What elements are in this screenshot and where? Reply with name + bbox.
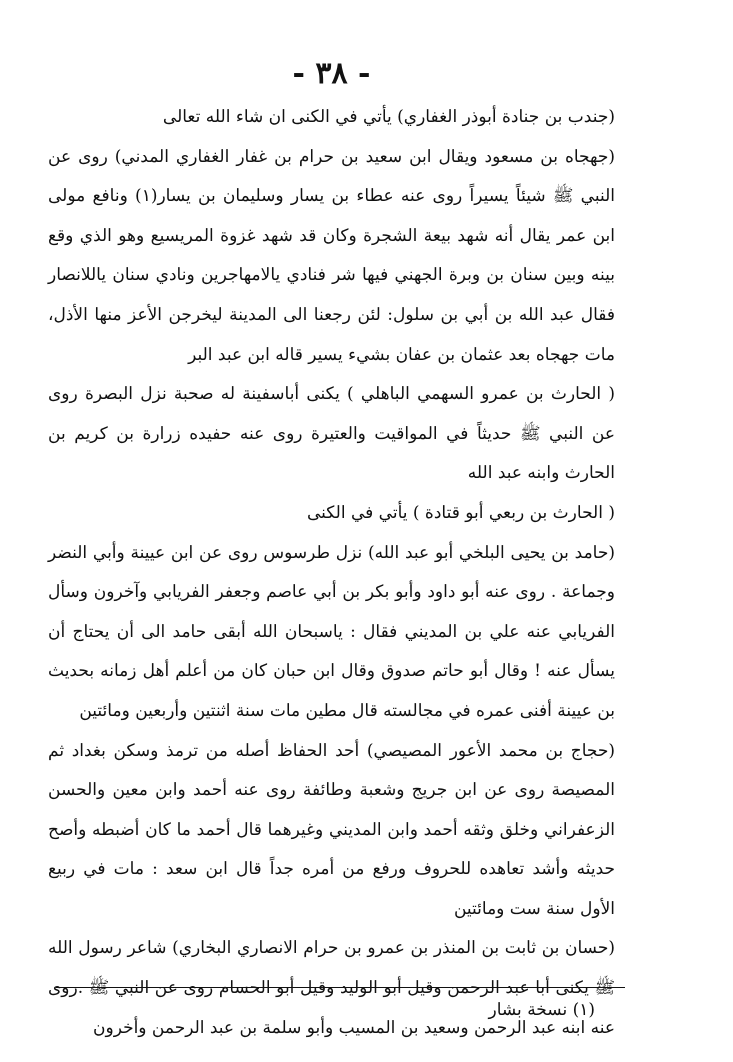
footnote-divider [56,987,625,988]
entry-jundub: (جندب بن جنادة أبوذر الغفاري) يأتي في الكنى ان شاء الله تعالى [162,107,615,127]
entry-hajjaj: (حجاج بن محمد الأعور المصيصي) أحد الحفاظ أصله من ترمذ وسكن بغداد ثم المصيصة روى عن ابن جريج وشعبة وطائفة روى عنه أحمد وابن معين والحسن الزعفراني وخلق وثقه أحمد وابن المديني وغيرهما قال أحمد ما كان أضبطه وأصح حديثه وأشد تعاهده للحروف ورفع من أمره جداً قال ابن سعد : مات في ربيع الأول سنة ست ومائتين [48,740,615,919]
page-number: - ٣٨ - [292,56,371,91]
entry-hassan: (حسان بن ثابت بن المنذر بن عمرو بن حرام الانصاري البخاري) شاعر رسول الله ﷺ يكنى أبا عبد الرحمن وقيل أبو الوليد وقيل أبو الحسام روى عن النبي ﷺ .روى عنه ابنه عبد الرحمن وسعيد بن المسيب وأبو سلمة بن عبد الرحمن وأخرون [48,938,615,1038]
entry-harith-amr: ( الحارث بن عمرو السهمي الباهلي ) يكنى أباسفينة له صحبة نزل البصرة روى عن النبي ﷺ حديثاً في المواقيت والعتيرة روى عنه حفيده زرارة بن كريم بن الحارث وابنه عبد الله [48,384,615,484]
footnote: (١) نسخة بشار [488,1000,595,1020]
entry-harith-ribi: ( الحارث بن ربعي أبو قتادة ) يأتي في الكنى [306,502,615,523]
entry-jahjah: (جهجاه بن مسعود ويقال ابن سعيد بن حرام بن غفار الغفاري المدني) روى عن النبي ﷺ شيئاً يسيراً روى عنه عطاء بن يسار وسليمان بن يسار(١) ونافع مولى ابن عمر يقال أنه شهد بيعة الشجرة وكان قد شهد غزوة المريسيع وهو الذي وقع بينه وبين سنان بن وبرة الجهني فيها شر فنادي يالامهاجرين ونادي سنان ياللانصار فقال عبد الله بن أبي بن سلول: لئن رجعنا الى المدينة ليخرجن الأعز منها الأذل، مات جهجاه بعد عثمان بن عفان بشيء يسير قاله ابن عبد البر [48,146,615,365]
entry-hamid: (حامد بن يحيى البلخي أبو عبد الله) نزل طرسوس روى عن ابن عيينة وأبي النضر وجماعة . روى عنه أبو داود وأبو بكر بن أبي عاصم وجعفر الفريابي وآخرون وسأل الفريابي عنه علي بن المديني فقال : ياسبحان الله أبقى حامد الى أن يحتاج أن يسأل عنه ! وقال أبو حاتم صدوق وقال ابن حبان كان من أعلم أهل زمانه بحديث بن عيينة أفنى عمره في مجالسته قال مطين مات سنة اثنتين وأربعين ومائتين [48,542,615,721]
